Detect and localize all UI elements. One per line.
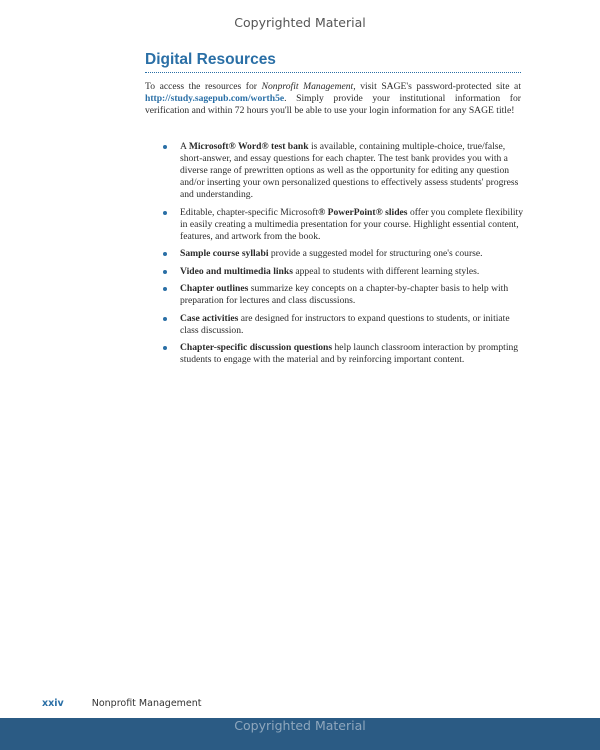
resource-list	[163, 141, 523, 372]
list-item	[163, 207, 523, 243]
list-item	[163, 283, 523, 307]
bullet-text: provide a suggested model for structuring one's course.	[268, 248, 483, 259]
list-item	[163, 248, 523, 260]
watermark-top: Copyrighted Material	[234, 15, 366, 30]
bullet-icon	[163, 346, 167, 350]
bullet-text-bold: Case activities	[180, 312, 239, 324]
bullet-text: help launch classroom interaction by prompting students to engage with the material and by reinforcing important content.	[180, 342, 519, 365]
bullet-icon	[163, 317, 167, 321]
intro-text-1: To access the resources for	[145, 81, 262, 92]
bullet-text-bold: Video and multimedia links	[180, 265, 293, 277]
bullet-text-bold: Chapter-specific discussion questions	[180, 342, 333, 353]
bullet-text-pre: Editable, chapter-specific Microsoft	[180, 206, 319, 218]
bullet-text: appeal to students with different learning styles.	[292, 265, 480, 277]
bullet-icon	[163, 270, 167, 274]
intro-book-title: Nonprofit Management	[261, 81, 354, 92]
list-item	[163, 313, 523, 337]
bullet-text-pre: A	[180, 141, 189, 152]
page-footer	[42, 698, 202, 709]
bullet-icon	[163, 145, 167, 149]
bullet-icon	[163, 287, 167, 291]
bullet-text-bold: Sample course syllabi	[180, 248, 269, 259]
bullet-text: summarize key concepts on a chapter-by-chapter basis to help with preparation for lectures and class discussions.	[180, 283, 509, 306]
footer-book-title: Nonprofit Management	[91, 698, 202, 709]
page-number: xxiv	[42, 698, 64, 709]
bullet-text: offer you complete flexibility in easily creating a multimedia presentation for your course. Highlight essential content, features, and artwork from the book.	[180, 206, 523, 242]
intro-text-2: , visit SAGE's password-protected site at	[353, 81, 521, 92]
watermark-bottom: Copyrighted Material	[234, 718, 366, 733]
bullet-icon	[163, 211, 167, 215]
intro-text-3: . Simply provide your institutional information for verification and within 72 hours you'll be able to use your login information for any SAGE title!	[145, 93, 521, 116]
bullet-text: are designed for instructors to expand questions to students, or initiate class discussion.	[180, 312, 510, 336]
bullet-text-bold: Chapter outlines	[180, 283, 249, 294]
list-item	[163, 342, 523, 366]
title-divider	[145, 72, 521, 73]
bullet-text-bold: Microsoft® Word® test bank	[188, 141, 309, 152]
bullet-icon	[163, 252, 167, 256]
bullet-text: is available, containing multiple-choice, true/false, short-answer, and essay questions for each chapter. The test bank provides you with a diverse range of prewritten options as well as the opportunity for editing any question and/or inserting your own personalized questions to effectively assess students' progress and understanding.	[180, 141, 519, 200]
list-item	[163, 266, 523, 278]
list-item	[163, 141, 523, 201]
bullet-text-bold: ® PowerPoint® slides	[318, 206, 408, 218]
intro-paragraph	[145, 81, 521, 117]
resource-site-link[interactable]: http://study.sagepub.com/worth5e	[145, 93, 285, 104]
section-title: Digital Resources	[145, 51, 276, 68]
